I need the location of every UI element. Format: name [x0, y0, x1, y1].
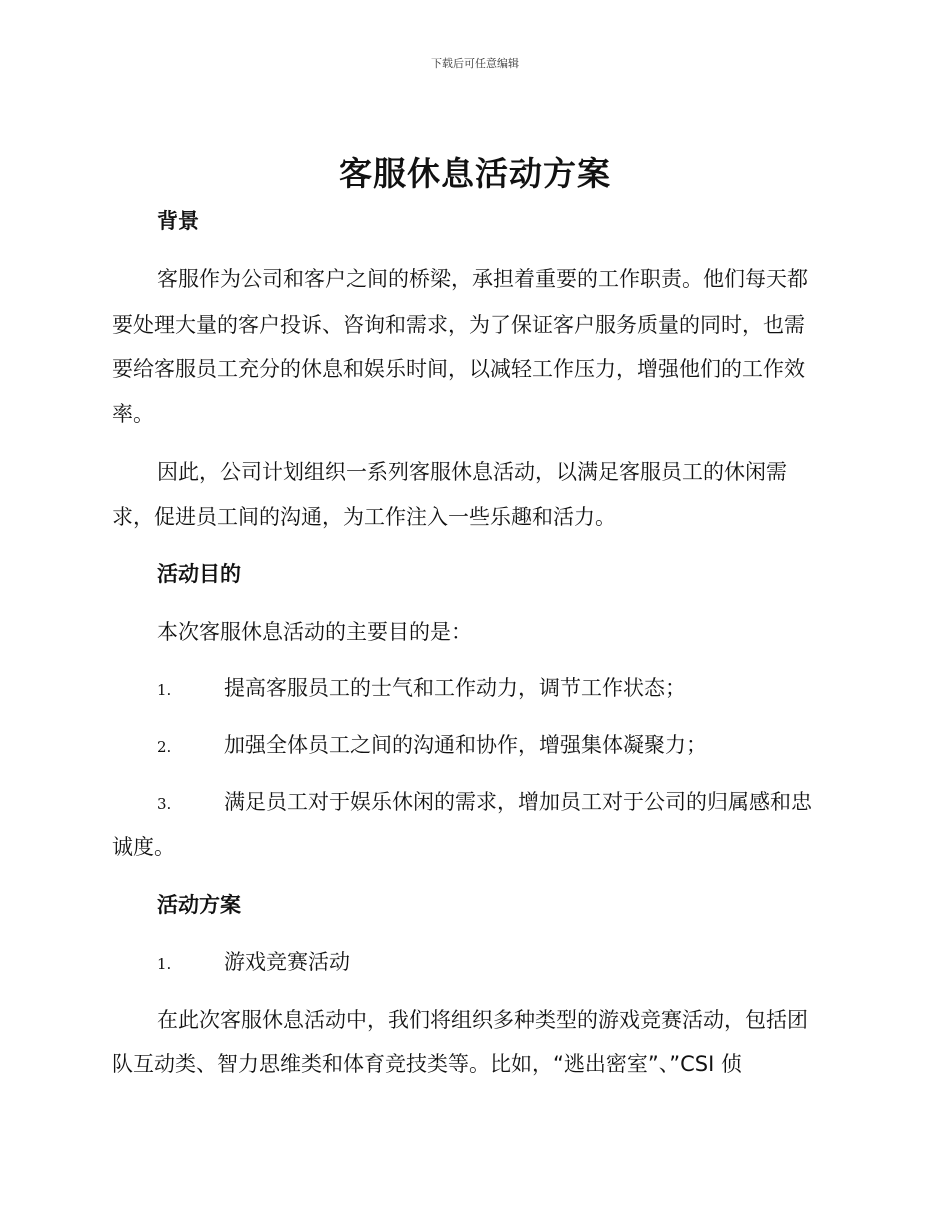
header-note: 下载后可任意编辑	[431, 57, 519, 70]
list-item-number: 2.	[157, 738, 172, 756]
paragraph-line: 客服作为公司和客户之间的桥梁，承担着重要的工作职责。他们每天都	[157, 267, 808, 291]
paragraph-line: 要给客服员工充分的休息和娱乐时间，以减轻工作压力，增强他们的工作效	[112, 357, 805, 381]
list-item-number: 1.	[157, 681, 172, 699]
list-item-number: 1.	[157, 955, 172, 973]
section-heading-plan: 活动方案	[157, 893, 241, 917]
list-item-text: 游戏竞赛活动	[224, 950, 350, 974]
section-heading-background: 背景	[157, 209, 199, 233]
document-title: 客服休息活动方案	[339, 154, 611, 193]
list-item-text: 满足员工对于娱乐休闲的需求，增加员工对于公司的归属感和忠	[224, 790, 812, 814]
paragraph-line: 率。	[112, 402, 154, 426]
list-item-number: 3.	[157, 795, 172, 813]
paragraph-line: 求，促进员工间的沟通，为工作注入一些乐趣和活力。	[112, 505, 616, 529]
paragraph-line: 在此次客服休息活动中，我们将组织多种类型的游戏竞赛活动，包括团	[157, 1008, 808, 1032]
purpose-intro: 本次客服休息活动的主要目的是：	[157, 620, 472, 644]
list-item-text: 加强全体员工之间的沟通和协作，增强集体凝聚力；	[224, 733, 707, 757]
paragraph-line: 要处理大量的客户投诉、咨询和需求，为了保证客户服务质量的同时，也需	[112, 313, 805, 337]
paragraph-line: 因此，公司计划组织一系列客服休息活动，以满足客服员工的休闲需	[157, 460, 787, 484]
list-item-continuation: 诚度。	[112, 835, 175, 859]
section-heading-purpose: 活动目的	[157, 562, 241, 586]
list-item-text: 提高客服员工的士气和工作动力，调节工作状态；	[224, 676, 686, 700]
paragraph-line: 队互动类、智力思维类和体育竞技类等。比如，“逃出密室”、”CSI 侦	[112, 1052, 742, 1076]
